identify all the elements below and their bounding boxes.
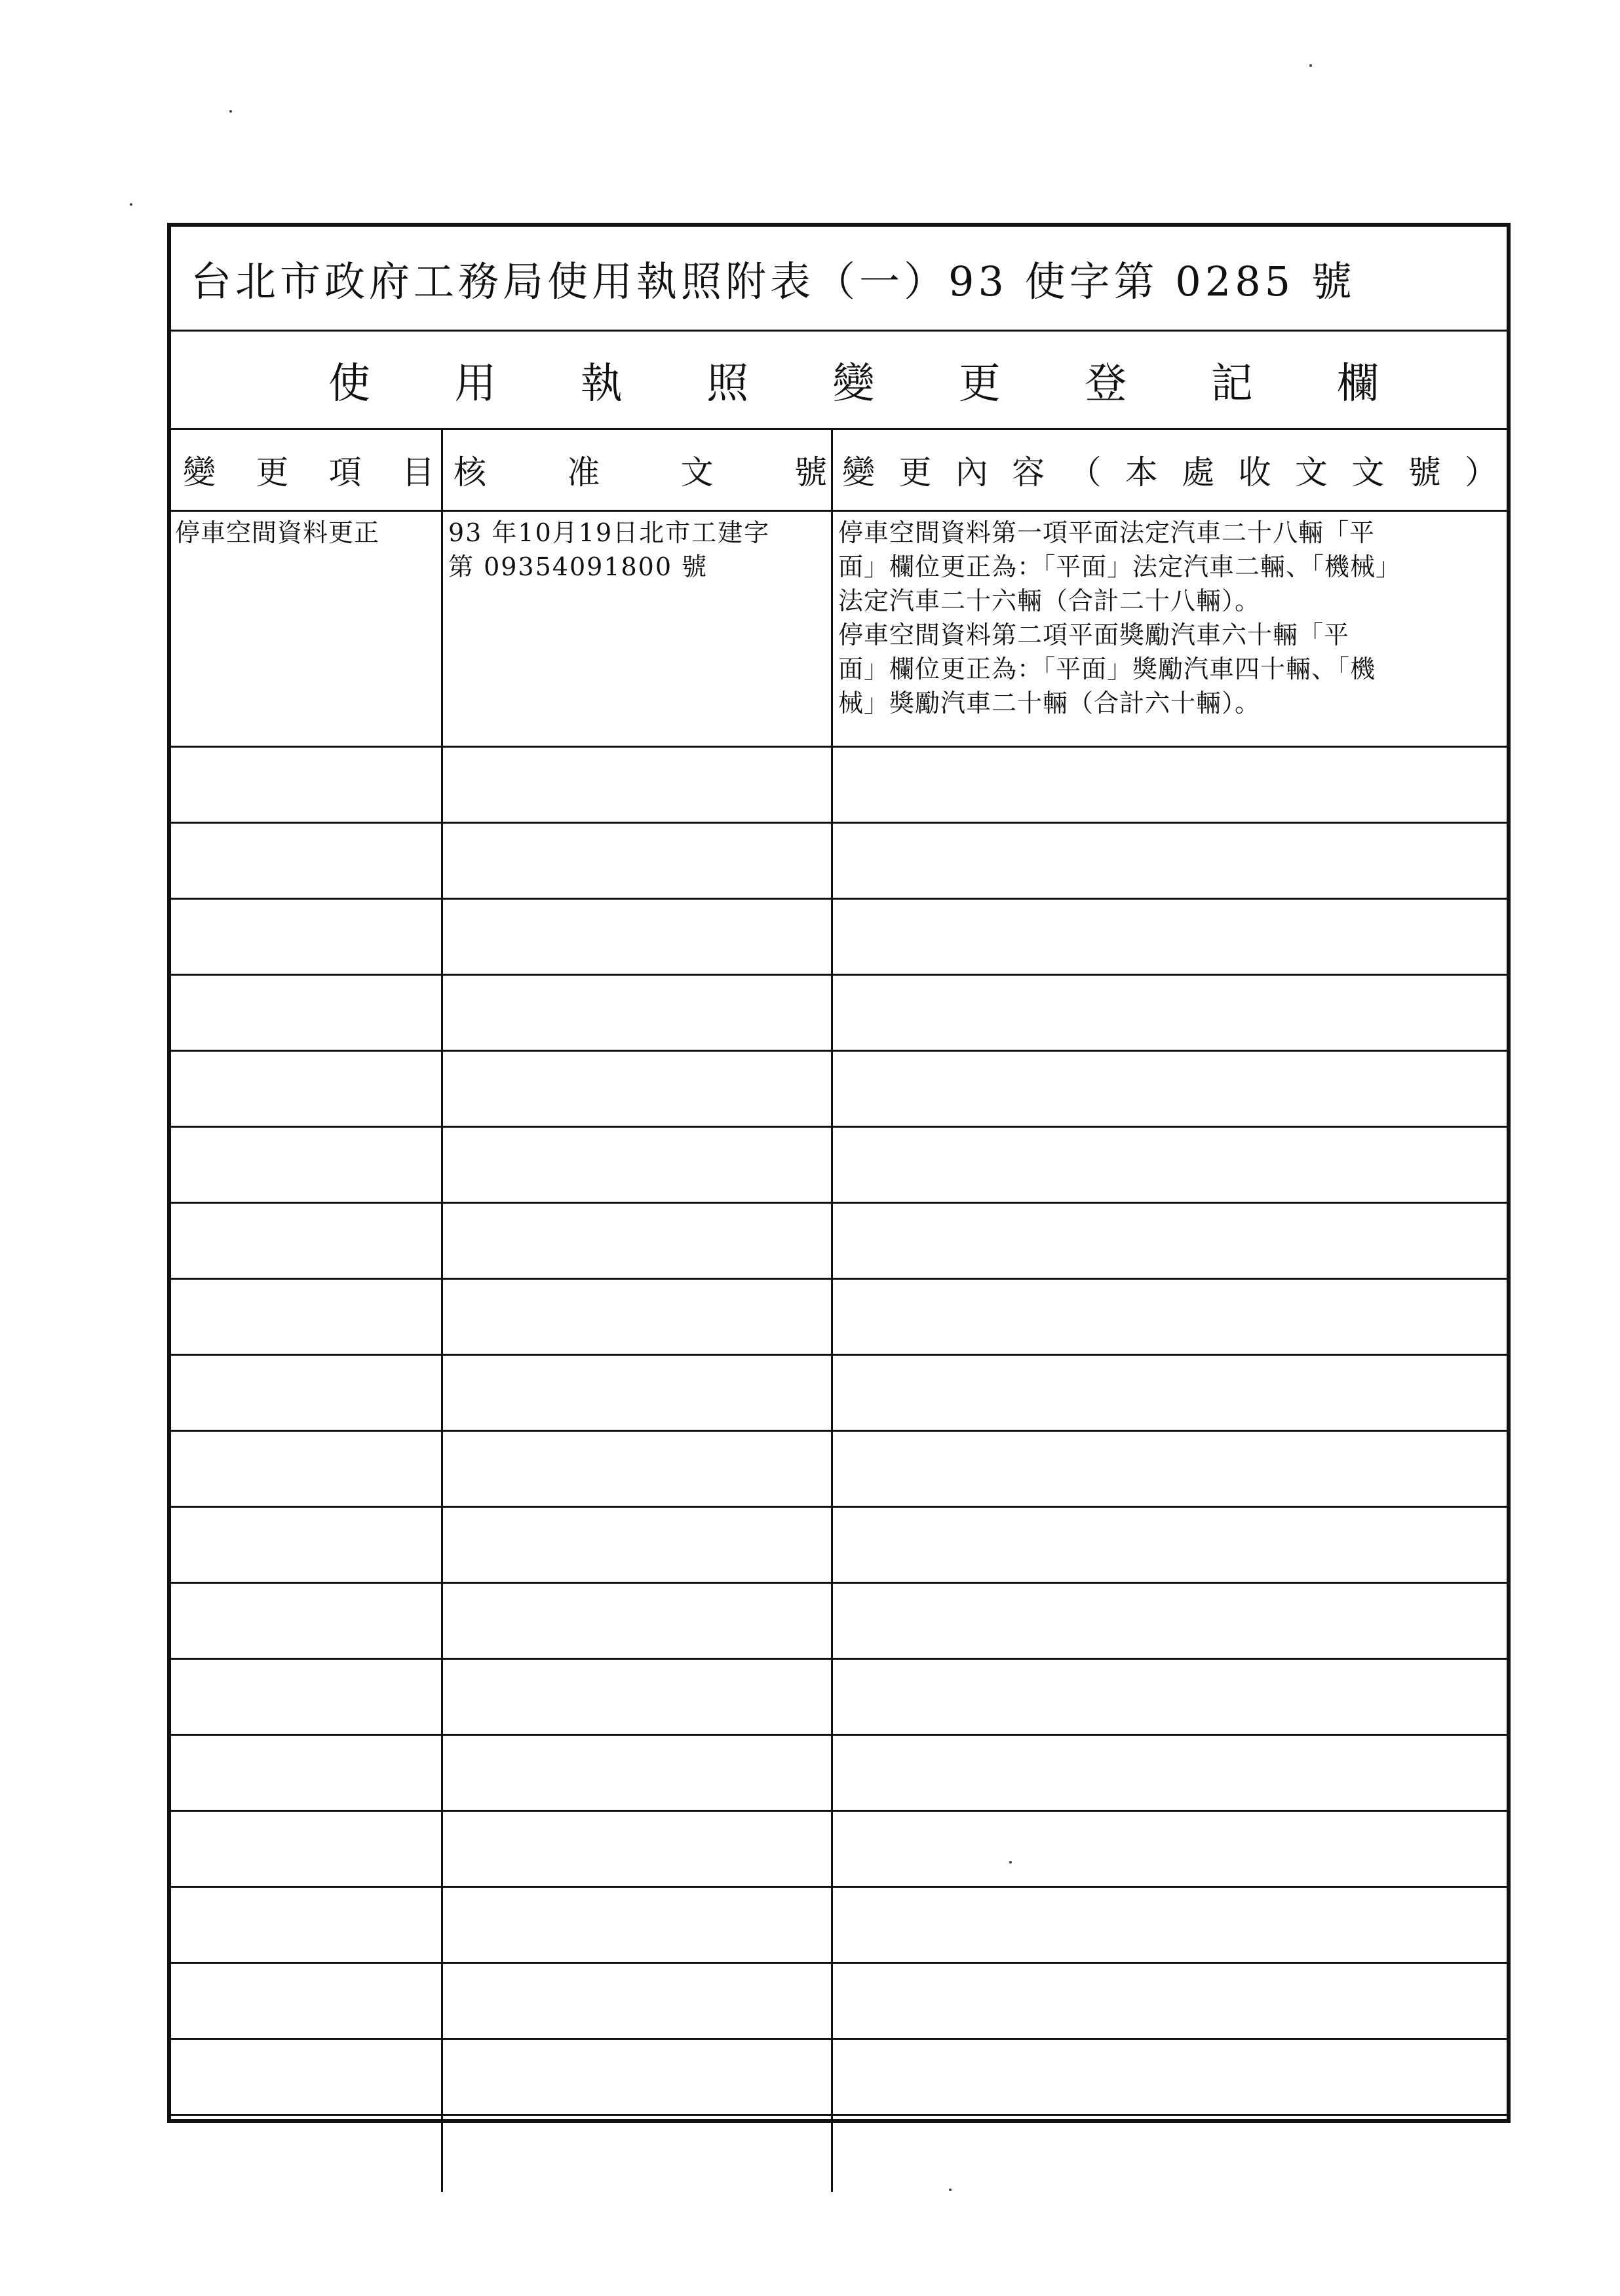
scan-speck — [130, 203, 132, 206]
header-char: 內 — [955, 453, 988, 491]
table-cell — [171, 1052, 443, 1126]
header-char: 容 — [1012, 453, 1045, 491]
table-cell — [833, 900, 1507, 974]
header-char: 文 — [680, 453, 714, 491]
banner-char: 更 — [958, 359, 1001, 408]
table-cell — [443, 2116, 833, 2192]
table-cell — [443, 1660, 833, 1734]
scan-speck — [1009, 1861, 1012, 1864]
table-row — [171, 1432, 1507, 1508]
header-char: ） — [1464, 453, 1497, 491]
header-char: 文 — [1351, 453, 1385, 491]
change-register-banner-row — [171, 332, 1507, 430]
header-char: 收 — [1238, 453, 1271, 491]
table-cell — [171, 824, 443, 898]
table-cell — [833, 1052, 1507, 1126]
table-row — [171, 976, 1507, 1052]
table-cell — [171, 748, 443, 822]
table-row — [171, 1736, 1507, 1812]
header-change-item — [171, 430, 443, 510]
header-char: 目 — [401, 453, 434, 491]
table-row — [171, 748, 1507, 824]
table-cell — [443, 1736, 833, 1810]
table-cell — [833, 1280, 1507, 1354]
table-cell — [443, 1964, 833, 2038]
form-title: 台北市政府工務局使用執照附表（一）93 使字第 0285 號 — [191, 258, 1356, 305]
entry-approval-doc: 93 年10月19日北市工建字 第 09354091800 號 — [443, 512, 833, 746]
banner-char: 登 — [1085, 359, 1127, 408]
table-cell — [833, 1356, 1507, 1430]
table-cell — [171, 976, 443, 1050]
table-row — [171, 1128, 1507, 1204]
table-row — [171, 1204, 1507, 1280]
banner-char: 使 — [328, 359, 370, 408]
banner-char: 用 — [454, 359, 497, 408]
table-cell — [171, 1660, 443, 1734]
table-row — [171, 1888, 1507, 1964]
table-cell — [443, 1356, 833, 1430]
entry-change-content: 停車空間資料第一項平面法定汽車二十八輛「平 面」欄位更正為：「平面」法定汽車二輛、「機械」 法定汽車二十六輛（合計二十八輛）。 停車空間資料第二項平面獎勵汽車六十輛「平 面」欄位更正為：「平面」獎勵汽車四十輛、「機 械」獎勵汽車二十輛（合計六十輛）。 — [838, 518, 1402, 718]
header-char: 更 — [256, 453, 289, 491]
change-register-banner — [171, 350, 1507, 410]
table-row — [171, 824, 1507, 900]
form-title-row — [171, 227, 1507, 332]
table-cell — [171, 1280, 443, 1354]
header-char: 處 — [1182, 453, 1215, 491]
table-cell — [171, 1356, 443, 1430]
header-char: 變 — [183, 453, 216, 491]
banner-char: 執 — [580, 359, 623, 408]
table-cell — [443, 1432, 833, 1506]
header-char: 項 — [328, 453, 362, 491]
table-row — [171, 512, 1507, 748]
table-cell — [171, 1128, 443, 1202]
scan-speck — [949, 2189, 952, 2191]
banner-char: 欄 — [1337, 359, 1379, 408]
table-row — [171, 1660, 1507, 1736]
table-cell — [833, 976, 1507, 1050]
table-row — [171, 1356, 1507, 1432]
table-cell — [833, 1204, 1507, 1278]
table-cell — [443, 1888, 833, 1962]
header-char: 號 — [794, 453, 827, 491]
table-row — [171, 900, 1507, 976]
table-cell — [171, 1432, 443, 1506]
table-cell — [171, 1736, 443, 1810]
table-cell — [833, 748, 1507, 822]
table-cell — [833, 1660, 1507, 1734]
table-cell — [443, 900, 833, 974]
table-cell — [443, 1052, 833, 1126]
table-cell — [443, 2040, 833, 2114]
table-cell — [833, 1964, 1507, 2038]
table-cell — [171, 1888, 443, 1962]
usage-permit-change-form — [167, 223, 1511, 2123]
table-cell — [833, 2116, 1507, 2192]
table-cell — [443, 1128, 833, 1202]
table-cell — [833, 1508, 1507, 1582]
table-cell — [833, 1584, 1507, 1658]
table-cell — [171, 900, 443, 974]
table-cell — [443, 748, 833, 822]
table-row — [171, 1280, 1507, 1356]
header-char: 更 — [898, 453, 932, 491]
table-cell — [833, 1812, 1507, 1886]
entry-change-item: 停車空間資料更正 — [171, 512, 443, 746]
header-change-content — [833, 430, 1507, 510]
table-row — [171, 1964, 1507, 2040]
table-cell — [443, 1812, 833, 1886]
header-char: 號 — [1408, 453, 1441, 491]
banner-char: 照 — [706, 359, 749, 408]
table-cell — [171, 1812, 443, 1886]
table-row — [171, 1812, 1507, 1888]
table-cell — [171, 2040, 443, 2114]
table-cell — [171, 1964, 443, 2038]
table-cell — [171, 1584, 443, 1658]
header-char: 本 — [1125, 453, 1158, 491]
table-row — [171, 2116, 1507, 2192]
header-char: （ — [1068, 453, 1102, 491]
table-cell — [833, 1128, 1507, 1202]
table-cell — [443, 824, 833, 898]
table-row — [171, 2040, 1507, 2116]
table-cell — [833, 1888, 1507, 1962]
table-cell — [833, 824, 1507, 898]
table-cell — [833, 2040, 1507, 2114]
table-cell — [171, 1508, 443, 1582]
banner-char: 變 — [832, 359, 875, 408]
table-cell — [443, 1508, 833, 1582]
table-row — [171, 1052, 1507, 1128]
table-cell — [443, 1584, 833, 1658]
table-cell — [443, 976, 833, 1050]
header-char: 核 — [453, 453, 486, 491]
column-header-row — [171, 430, 1507, 512]
scan-speck — [229, 110, 232, 113]
table-cell — [443, 1204, 833, 1278]
scan-speck — [1309, 64, 1312, 67]
table-cell — [171, 1204, 443, 1278]
table-row — [171, 1508, 1507, 1584]
table-cell — [833, 1736, 1507, 1810]
table-row — [171, 1584, 1507, 1660]
header-approval-doc — [443, 430, 833, 510]
banner-char: 記 — [1210, 359, 1253, 408]
table-cell — [171, 2116, 443, 2192]
header-char: 變 — [842, 453, 875, 491]
header-char: 准 — [567, 453, 600, 491]
header-char: 文 — [1294, 453, 1328, 491]
table-cell — [443, 1280, 833, 1354]
table-cell — [833, 1432, 1507, 1506]
